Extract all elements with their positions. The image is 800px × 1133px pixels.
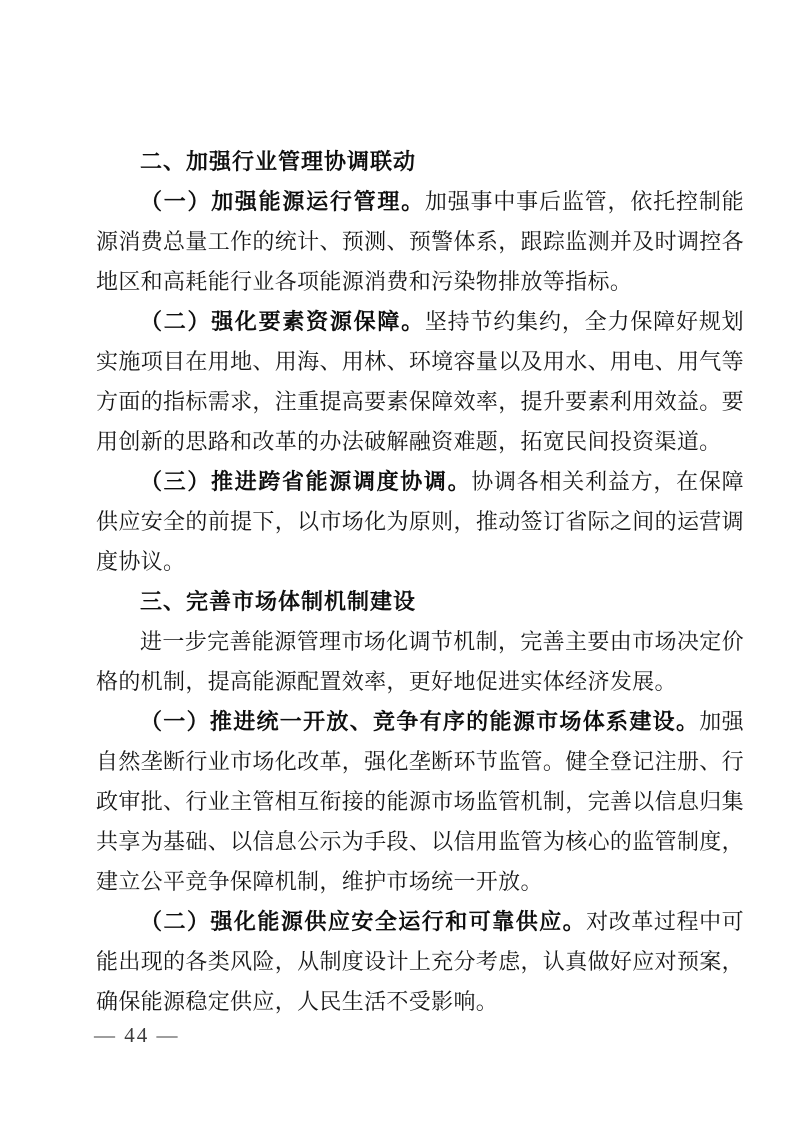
paragraph-text: 加强事中事后监管，依托控制能源消费总量工作的统计、预测、预警体系，跟踪监测并及时调控各地区和高耗能行业各项能源消费和污染物排放等指标。	[96, 189, 744, 294]
paragraph-3-2	[96, 902, 744, 1022]
section-heading-2: 二、加强行业管理协调联动	[140, 149, 417, 174]
paragraph-lead: （二）强化要素资源保障。	[140, 309, 425, 334]
paragraph-3-1	[96, 702, 744, 902]
page-number: — 44 —	[94, 1023, 180, 1047]
paragraph-text: 对改革过程中可能出现的各类风险，从制度设计上充分考虑，认真做好应对预案，确保能源稳定供应，人民生活不受影响。	[96, 909, 745, 1014]
paragraph-lead: （一）推进统一开放、竞争有序的能源市场体系建设。	[140, 709, 700, 734]
document-body	[96, 142, 744, 1022]
paragraph-lead: （三）推进跨省能源调度协调。	[140, 469, 472, 494]
paragraph-3-intro	[96, 622, 744, 702]
section-heading-3: 三、完善市场体制机制建设	[140, 589, 417, 614]
paragraph-lead: （二）强化能源供应安全运行和可靠供应。	[140, 909, 587, 934]
paragraph-text: 坚持节约集约，全力保障好规划实施项目在用地、用海、用林、环境容量以及用水、用电、用气等方面的指标需求，注重提高要素保障效率，提升要素利用效益。要用创新的思路和改革的办法破解融资难题，拓宽民间投资渠道。	[96, 309, 744, 454]
paragraph-2-1	[96, 182, 744, 302]
paragraph-lead: （一）加强能源运行管理。	[140, 189, 425, 214]
paragraph-text: 加强自然垄断行业市场化改革，强化垄断环节监管。健全登记注册、行政审批、行业主管相互衔接的能源市场监管机制，完善以信息归集共享为基础、以信息公示为手段、以信用监管为核心的监管制度，建立公平竞争保障机制，维护市场统一开放。	[96, 709, 744, 894]
paragraph-text: 进一步完善能源管理市场化调节机制，完善主要由市场决定价格的机制，提高能源配置效率，更好地促进实体经济发展。	[96, 629, 744, 694]
paragraph-text: 协调各相关利益方，在保障供应安全的前提下，以市场化为原则，推动签订省际之间的运营调度协议。	[96, 469, 744, 574]
paragraph-2-2	[96, 302, 744, 462]
paragraph-2-3	[96, 462, 744, 582]
